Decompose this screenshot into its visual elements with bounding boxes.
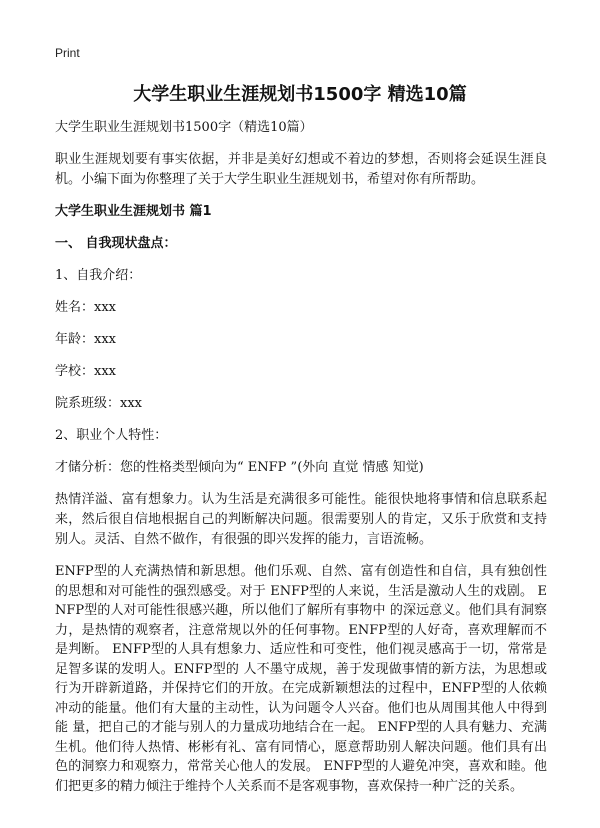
field-value: xxx	[94, 332, 117, 347]
field-value: xxx	[94, 300, 117, 315]
document-subtitle: 大学生职业生涯规划书1500字（精选10篇）	[55, 120, 313, 135]
field-label: 年龄：	[55, 332, 95, 347]
section-title: 大学生职业生涯规划书 篇1	[55, 204, 212, 219]
talent-analysis: 才储分析：您的性格类型倾向为“ ENFP ”(外向 直觉 情感 知觉)	[55, 460, 424, 475]
print-label[interactable]: Print	[55, 46, 80, 60]
field-value: xxx	[120, 396, 143, 411]
enfp-paragraph: ENFP型的人充满热情和新思想。他们乐观、自然、富有创造性和自信，具有独创性的思想和对可能性的强烈感受。对于 ENFP型的人来说，生活是激动人生的戏剧。 ENFP型的人对可能性很感兴趣，所以他们了解所有事物中 的深远意义。他们具有洞察力，是热情的观察者，注意常规以外的任何事物。ENFP型的人好奇，喜欢理解而不是判断。 ENFP型的人具有想象力、适应性和可变性，他们视灵感高于一切，常常是足智多谋的发明人。ENFP型的 人不墨守成规，善于发现做事情的新方法，为思想或行为开辟新道路，并保持它们的开放。在完成新颖想法的过程中，ENFP型的人依赖冲动的能量。他们有大量的主动性，认为问题令人兴奋。他们也从周围其他人中得到能 量，把自己的才能与别人的力量成功地结合在一起。 ENFP型的人具有魅力、充满生机。他们待人热情、彬彬有礼、富有同情心，愿意帮助别人解决问题。他们具有出色的洞察力和观察力，常常关心他人的发展。 ENFP型的人避免冲突，喜欢和睦。他们把更多的精力倾注于维持个人关系而不是客观事物，喜欢保持一种广泛的关系。	[55, 564, 547, 794]
item-heading-traits: 2、职业个人特性：	[55, 428, 168, 443]
document-body	[55, 118, 547, 796]
intro-paragraph: 职业生涯规划要有事实依据，并非是美好幻想或不着边的梦想，否则将会延误生涯良机。小编下面为你整理了关于大学生职业生涯规划书，希望对你有所帮助。	[55, 152, 547, 187]
field-label: 学校：	[55, 364, 95, 379]
traits-paragraph: 热情洋溢、富有想象力。认为生活是充满很多可能性。能很快地将事情和信息联系起来，然后很自信地根据自己的判断解决问题。很需要别人的肯定，又乐于欣赏和支持别人。灵活、自然不做作，有很强的即兴发挥的能力，言语流畅。	[55, 492, 547, 547]
item-heading-self-intro: 1、自我介绍：	[55, 268, 142, 283]
field-school	[55, 362, 547, 382]
field-label: 姓名：	[55, 300, 95, 315]
field-name	[55, 298, 547, 318]
subsection-heading: 一、 自我现状盘点：	[55, 236, 177, 251]
field-department-class	[55, 394, 547, 414]
field-age	[55, 330, 547, 350]
document-title: 大学生职业生涯规划书1500字 精选10篇	[133, 84, 467, 105]
field-value: xxx	[94, 364, 117, 379]
field-label: 院系班级：	[55, 396, 121, 411]
